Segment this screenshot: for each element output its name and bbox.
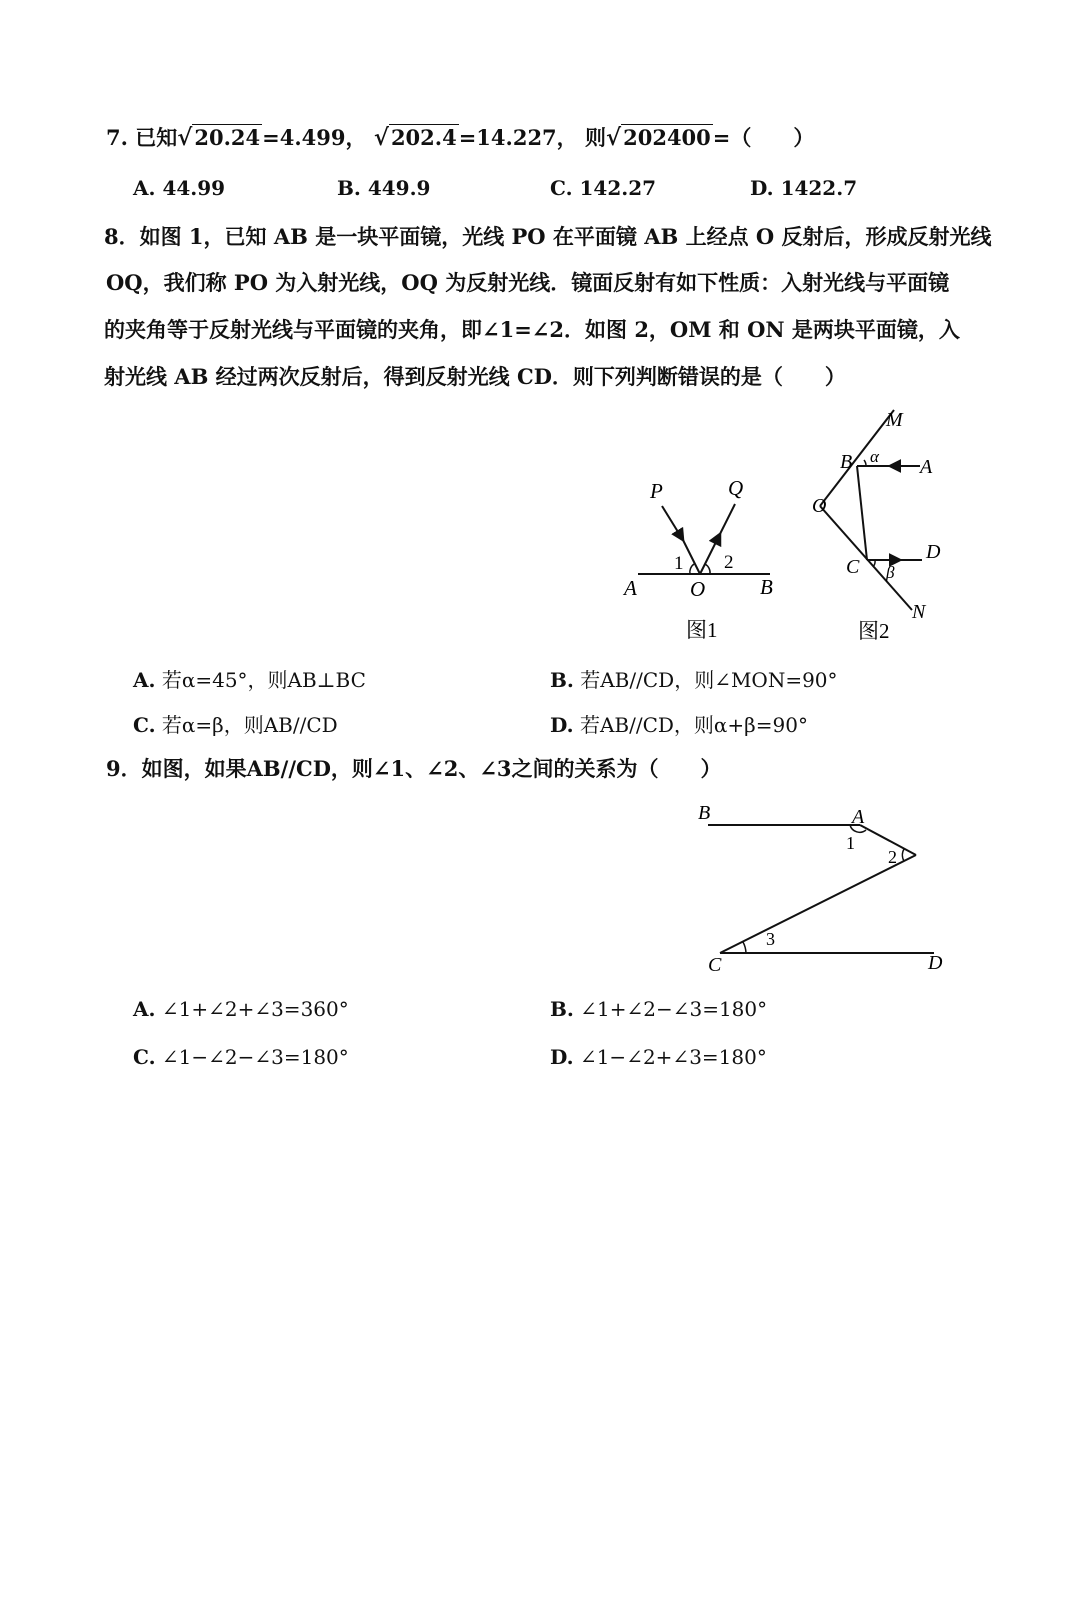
q7-option-a[interactable] xyxy=(133,176,225,200)
fig1-label-angle-2: 2 xyxy=(724,552,734,573)
fig2-label-d: D xyxy=(926,541,941,563)
q8-option-b[interactable] xyxy=(550,664,838,693)
fig9-label-angle-3: 3 xyxy=(766,929,775,949)
option-text: ∠1−∠2−∠3=180° xyxy=(161,1045,349,1069)
option-label: C. xyxy=(133,713,156,737)
angle-2-arc xyxy=(705,564,710,574)
q8-option-a[interactable] xyxy=(133,664,366,693)
option-text: 449.9 xyxy=(367,176,431,200)
fig9-label-d: D xyxy=(928,952,943,974)
option-label: D. xyxy=(550,1045,574,1069)
option-label: B. xyxy=(337,176,361,200)
fig2-label-a: A xyxy=(920,456,933,478)
fig2-caption: 图2 xyxy=(858,619,890,643)
angle-1-arc xyxy=(690,564,694,574)
q9-stem: 9．如图，如果AB//CD，则∠1、∠2、∠3之间的关系为（ ） xyxy=(106,756,722,781)
option-text: 44.99 xyxy=(162,176,226,200)
q8-line-3: 的夹角等于反射光线与平面镜的夹角，即∠1=∠2．如图 2，OM 和 ON 是两块平面镜，入 xyxy=(104,317,960,342)
q7-radicand-1: 20.24 xyxy=(194,125,261,150)
q7-radicand-3: 202400 xyxy=(623,125,711,150)
option-text: 若AB//CD，则∠MON=90° xyxy=(580,668,838,692)
fig2-label-b: B xyxy=(840,451,853,473)
option-label: C. xyxy=(133,1045,156,1069)
fig9-label-angle-2: 2 xyxy=(888,847,897,867)
sqrt-symbol-icon: √ xyxy=(177,124,193,151)
fig1-caption: 图1 xyxy=(686,618,718,642)
q7-result-2: =14.227， xyxy=(458,125,578,150)
fig9-label-angle-1: 1 xyxy=(846,833,855,853)
sqrt-symbol-icon: √ xyxy=(373,124,389,151)
q9-option-c[interactable] xyxy=(133,1045,349,1069)
reflected-ray-oq-tail xyxy=(720,504,735,534)
incident-ray-po xyxy=(662,506,683,540)
fig2-label-c: C xyxy=(846,556,860,578)
fig1-label-o: O xyxy=(690,577,706,601)
q7-lead: 已知 xyxy=(135,125,178,150)
q7-option-c[interactable] xyxy=(550,176,656,200)
option-text: 142.27 xyxy=(579,176,657,200)
option-text: 若α=45°，则AB⊥BC xyxy=(161,668,366,692)
q7-result-3: =（ ） xyxy=(712,125,815,150)
q8-line-1: 8．如图 1，已知 AB 是一块平面镜，光线 PO 在平面镜 AB 上经点 O 反射后，形成反射光线 xyxy=(104,224,992,249)
q7-result-1: =4.499， xyxy=(262,125,367,150)
option-text: ∠1+∠2−∠3=180° xyxy=(580,997,768,1021)
fig1-label-a: A xyxy=(624,576,637,600)
fig1-label-q: Q xyxy=(728,476,744,500)
option-text: 若AB//CD，则α+β=90° xyxy=(579,713,808,737)
q8-line-4: 射光线 AB 经过两次反射后，得到反射光线 CD．则下列判断错误的是（ ） xyxy=(104,364,846,389)
angle-beta-arc xyxy=(873,560,875,567)
q7-option-b[interactable] xyxy=(337,176,430,200)
incident-ray-po-tail xyxy=(683,540,700,574)
q9-option-b[interactable] xyxy=(550,997,767,1021)
option-text: 1422.7 xyxy=(780,176,858,200)
fig2-label-o: O xyxy=(812,495,827,517)
option-label: D. xyxy=(550,713,574,737)
q8-figure-2 xyxy=(800,400,960,650)
fig9-label-b: B xyxy=(698,802,711,824)
fig2-label-m: M xyxy=(886,409,903,431)
ray-bc xyxy=(857,466,867,560)
option-label: B. xyxy=(550,668,574,692)
option-label: A. xyxy=(133,997,156,1021)
q7-then: 则 xyxy=(584,125,606,150)
q9-figure xyxy=(690,795,960,980)
sqrt-symbol-icon: √ xyxy=(605,124,622,151)
q8-line-2: OQ，我们称 PO 为入射光线，OQ 为反射光线．镜面反射有如下性质：入射光线与平面镜 xyxy=(106,270,950,295)
option-label: D. xyxy=(750,176,774,200)
fig9-label-c: C xyxy=(708,954,722,976)
angle-2-arc xyxy=(902,849,904,861)
fig1-label-p: P xyxy=(650,479,663,503)
q7-radicand-2: 202.4 xyxy=(390,125,457,150)
question-7-stem xyxy=(106,126,814,149)
fig2-label-n: N xyxy=(912,601,926,623)
q8-option-c[interactable] xyxy=(133,709,338,738)
option-text: ∠1+∠2+∠3=360° xyxy=(161,997,349,1021)
q7-option-d[interactable] xyxy=(750,176,857,200)
option-label: A. xyxy=(133,668,156,692)
q7-number: 7. xyxy=(106,125,128,150)
mirror-om-line xyxy=(820,410,894,506)
q9-option-a[interactable] xyxy=(133,997,349,1021)
option-label: A. xyxy=(133,176,156,200)
option-text: 若α=β，则AB//CD xyxy=(161,713,338,737)
fig1-label-b: B xyxy=(760,575,773,599)
option-text: ∠1−∠2+∠3=180° xyxy=(579,1045,767,1069)
q9-option-d[interactable] xyxy=(550,1045,767,1069)
angle-3-arc xyxy=(743,942,746,953)
fig2-label-alpha: α xyxy=(870,447,879,466)
q8-figure-1 xyxy=(610,470,800,650)
segment-vertex-to-c xyxy=(720,855,916,953)
option-label: C. xyxy=(550,176,573,200)
fig1-label-angle-1: 1 xyxy=(674,553,684,574)
reflected-ray-oq xyxy=(700,534,720,574)
q8-option-d[interactable] xyxy=(550,709,808,738)
fig2-label-beta: β xyxy=(886,563,895,582)
option-label: B. xyxy=(550,997,574,1021)
fig9-label-a: A xyxy=(852,806,865,828)
